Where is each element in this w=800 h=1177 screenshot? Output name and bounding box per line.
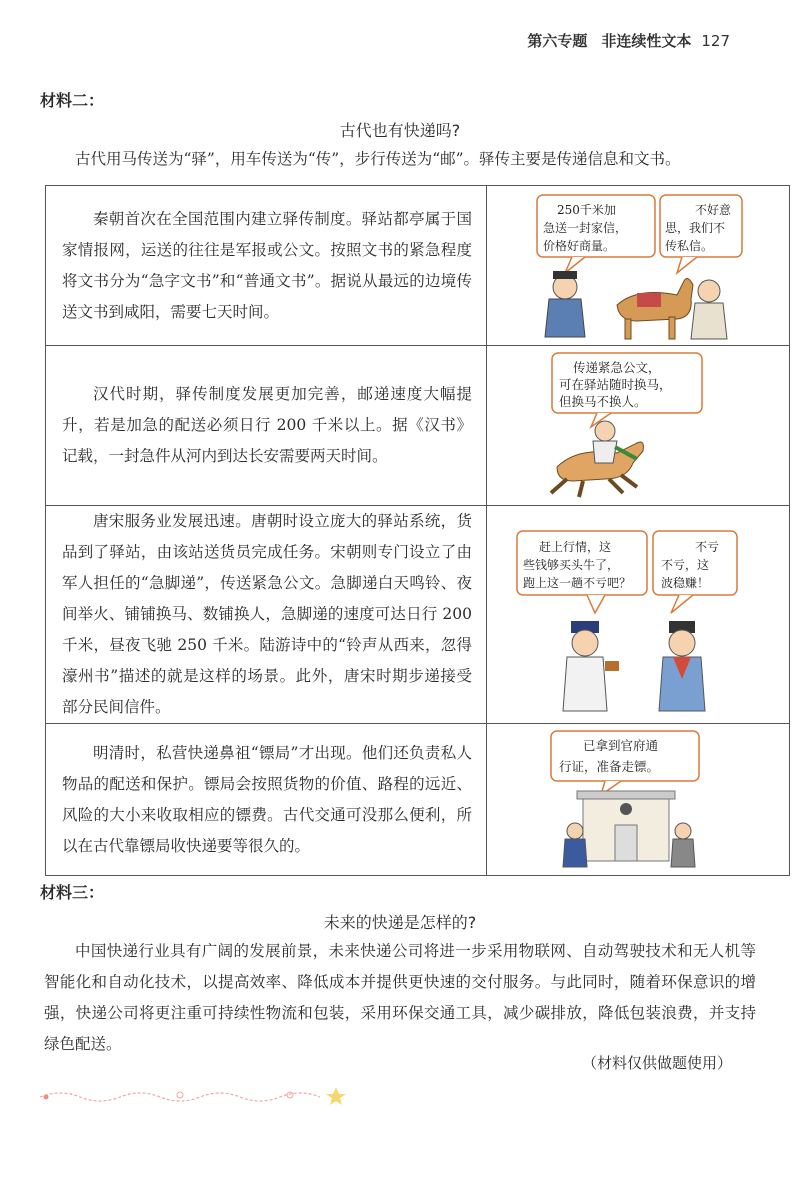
horse-icon xyxy=(617,278,693,339)
page-header xyxy=(527,30,730,51)
table-row xyxy=(46,186,790,346)
express-history-table xyxy=(45,185,790,876)
row-qin-illustration xyxy=(487,186,790,346)
bubble-text: 可在驿站随时换马， xyxy=(559,376,672,392)
table-row xyxy=(46,346,790,506)
material2-label: 材料二： xyxy=(40,91,105,110)
bubble-text: 行证，准备走镖。 xyxy=(559,758,660,774)
star-icon xyxy=(326,1087,346,1105)
row-han-text: 汉代时期，驿传制度发展更加完善，邮递速度大幅提升，若是加急的配送必须日行 200 千米以上。据《汉书》记载，一封急件从河内到达长安需要两天时间。 xyxy=(46,346,487,506)
escort-agency-gate-icon xyxy=(577,791,675,861)
row-tang-song-text: 唐宋服务业发展迅速。唐朝时设立庞大的驿站系统，货品到了驿站，由该站送货员完成任务。宋朝则专门设立了由军人担任的“急脚递”，传送紧急公文。急脚递白天鸣铃、夜间举火、铺铺换马、数铺换人，急脚递的速度可达日行 200 千米，昼夜飞驰 250 千米。陆游诗中的“铃声从西来，忽得濠州书”描述的就是这样的场景。此外，唐宋时期步递接受部分民间信件。 xyxy=(46,506,487,724)
bubble-text: 价格好商量。 xyxy=(543,238,616,253)
postman-figure-icon xyxy=(691,280,727,339)
traveler-figure-icon xyxy=(545,271,585,337)
page-number: 127 xyxy=(701,32,730,50)
decorative-wave-divider xyxy=(40,1085,350,1105)
row-ming-qing-text: 明清时，私营快递鼻祖“镖局”才出现。他们还负责私人物品的配送和保护。镖局会按照货物的价值、路程的远近、风险的大小来收取相应的镖费。古代交通可没那么便利，所以在古代靠镖局收快递要等很久的。 xyxy=(46,724,487,876)
bubble-text: 传私信。 xyxy=(665,238,714,253)
bubble-text: 不好意 xyxy=(695,202,732,217)
table-row xyxy=(46,506,790,724)
row-ming-qing-illustration xyxy=(487,724,790,876)
bubble-text: 些钱够买头牛了， xyxy=(523,557,620,572)
row-han-illustration xyxy=(487,346,790,506)
bubble-text: 但换马不换人。 xyxy=(559,393,647,409)
material2-intro: 古代用马传送为“驿”，用车传送为“传”，步行传送为“邮”。驿传主要是传递信息和文书。 xyxy=(75,150,681,168)
bubble-text: 思，我们不 xyxy=(665,220,726,235)
table-row xyxy=(46,724,790,876)
material3-body: 中国快递行业具有广阔的发展前景，未来快递公司将进一步采用物联网、自动驾驶技术和无人机等智能化和自动化技术，以提高效率、降低成本并提供更快速的交付服务。与此同时，随着环保意识的增强，快递公司将更注重可持续性物流和包装，采用环保交通工具，减少碳排放，降低包装浪费，并支持绿色配送。 xyxy=(44,942,756,1053)
header-topic: 第六专题 xyxy=(527,32,588,50)
bubble-text: 不亏 xyxy=(695,539,720,554)
material3-title: 未来的快递是怎样的? xyxy=(323,913,477,932)
merchant-figure-icon xyxy=(659,621,705,711)
bubble-text: 急送一封家信， xyxy=(543,220,628,235)
row-tang-song-illustration xyxy=(487,506,790,724)
bubble-text: 不亏，这 xyxy=(661,557,710,572)
header-subject: 非连续性文本 xyxy=(601,32,692,50)
bubble-text: 跑上这一趟不亏吧？ xyxy=(523,575,632,590)
galloping-horse-icon xyxy=(551,421,643,497)
bubble-text: 传递紧急公文， xyxy=(573,359,661,375)
svg-text:赶上行情，这 些钱够买头牛了， xyxy=(523,539,631,590)
bubble-text: 已拿到官府通 xyxy=(583,737,659,753)
bubble-text: 波稳赚！ xyxy=(661,575,710,590)
material3-label: 材料三： xyxy=(40,883,105,902)
row-qin-text: 秦朝首次在全国范围内建立驿传制度。驿站都亭属于国家情报网，运送的往往是军报或公文。按照文书的紧急程度将文书分为“急字文书”和“普通文书”。据说从最远的边境传送文书到咸阳，需要七天时间。 xyxy=(46,186,487,346)
bubble-text: 赶上行情，这 xyxy=(539,539,612,554)
bubble-text: 250千米加 xyxy=(557,202,616,217)
material2-title: 古代也有快递吗? xyxy=(339,121,461,140)
courier-figure-icon xyxy=(563,621,619,711)
usage-note: （材料仅供做题使用） xyxy=(581,1054,732,1072)
